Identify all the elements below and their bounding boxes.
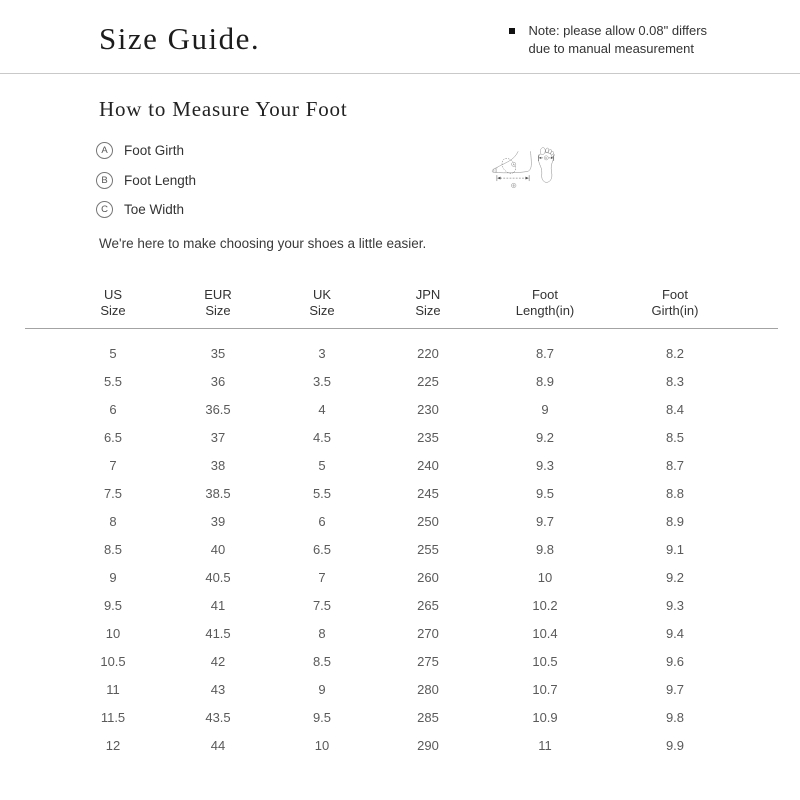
- circled-a-icon: A: [96, 142, 113, 159]
- table-row: [0, 479, 800, 507]
- table-cell: 41.5: [205, 626, 231, 642]
- table-row: [0, 423, 800, 451]
- table-cell: 8: [318, 626, 326, 642]
- square-bullet-icon: [509, 28, 515, 34]
- table-row: [0, 676, 800, 704]
- table-cell: 44: [210, 738, 226, 754]
- table-cell: 9.5: [103, 598, 123, 614]
- table-cell: 10.5: [100, 654, 126, 670]
- table-cell: 285: [417, 710, 439, 726]
- table-cell: 9: [109, 570, 117, 586]
- table-cell: 8.4: [665, 401, 685, 417]
- table-cell: 8: [109, 513, 117, 529]
- table-cell: 42: [210, 654, 226, 670]
- length-measure: [497, 175, 529, 181]
- table-row: [0, 592, 800, 620]
- table-row: [0, 564, 800, 592]
- legend-label: Toe Width: [124, 202, 185, 217]
- header-cell: Foot Length(in): [515, 287, 575, 318]
- table-cell: 265: [417, 598, 439, 614]
- table-cell: 235: [417, 429, 439, 445]
- table-header: [0, 287, 800, 319]
- table-row: [0, 732, 800, 760]
- table-cell: 290: [417, 738, 439, 754]
- top-divider: [0, 73, 800, 74]
- table-cell: 5.5: [312, 485, 332, 501]
- table-cell: 38: [210, 457, 226, 473]
- table-cell: 275: [417, 654, 439, 670]
- page-title: Size Guide.: [99, 21, 261, 56]
- header-cell: UK Size: [309, 287, 335, 318]
- table-cell: 9.8: [535, 541, 555, 557]
- table-cell: 245: [417, 485, 439, 501]
- table-cell: 10: [537, 570, 553, 586]
- table-cell: 12: [105, 738, 121, 754]
- tagline: We're here to make choosing your shoes a little easier.: [99, 236, 427, 251]
- table-cell: 6: [318, 513, 326, 529]
- note-line-1: Note: please allow 0.08" differs: [528, 23, 708, 38]
- table-row: [0, 648, 800, 676]
- legend-label: Foot Girth: [124, 143, 185, 158]
- table-row: [0, 395, 800, 423]
- legend-item-toe-width: [96, 201, 196, 218]
- table-cell: 270: [417, 626, 439, 642]
- diagram-marker-a-label: A: [512, 162, 515, 167]
- table-cell: 220: [417, 345, 439, 361]
- side-foot-outline: [492, 151, 531, 172]
- table-cell: 8.8: [665, 485, 685, 501]
- table-cell: 8.5: [103, 541, 123, 557]
- table-cell: 10: [314, 738, 330, 754]
- legend-label: Foot Length: [124, 172, 197, 188]
- circled-b-icon: B: [96, 172, 113, 189]
- table-cell: 10.4: [532, 626, 558, 642]
- table-cell: 9.4: [665, 626, 685, 642]
- table-cell: 5: [318, 457, 326, 473]
- legend-item-foot-girth: [96, 142, 196, 159]
- table-cell: 9.5: [312, 710, 332, 726]
- table-cell: 8.9: [665, 513, 685, 529]
- note-text: [529, 22, 708, 58]
- table-cell: 260: [417, 570, 439, 586]
- table-cell: 36: [210, 373, 226, 389]
- header-cell: JPN Size: [415, 287, 441, 318]
- table-cell: 37: [210, 429, 226, 445]
- diagram-marker-c-label: C: [545, 155, 548, 160]
- table-cell: 8.2: [665, 345, 685, 361]
- table-cell: 7.5: [103, 485, 123, 501]
- table-cell: 5: [109, 345, 117, 361]
- table-cell: 4: [318, 401, 326, 417]
- table-cell: 40.5: [205, 570, 231, 586]
- header-cell: EUR Size: [204, 287, 232, 318]
- table-cell: 6: [109, 401, 117, 417]
- note: [509, 22, 707, 58]
- table-cell: 9.7: [535, 513, 555, 529]
- table-cell: 11: [106, 682, 120, 698]
- table-row: [0, 507, 800, 535]
- table-cell: 35: [210, 345, 226, 361]
- table-cell: 3.5: [312, 373, 332, 389]
- table-cell: 43.5: [205, 710, 231, 726]
- table-cell: 8.7: [665, 457, 685, 473]
- section-heading: How to Measure Your Foot: [99, 97, 348, 121]
- circled-c-icon: C: [96, 201, 113, 218]
- note-line-2: due to manual measurement: [528, 41, 694, 56]
- table-cell: 39: [210, 513, 226, 529]
- table-row: [0, 620, 800, 648]
- table-cell: 10.7: [532, 682, 558, 698]
- header-cell: Foot Girth(in): [651, 287, 699, 318]
- diagram-marker-b-label: B: [512, 183, 515, 188]
- table-cell: 7: [109, 457, 117, 473]
- table-cell: 8.5: [665, 429, 685, 445]
- table-cell: 5.5: [103, 373, 123, 389]
- measure-legend: [96, 142, 196, 218]
- table-cell: 230: [417, 401, 439, 417]
- table-cell: 7: [318, 570, 326, 586]
- table-cell: 6.5: [103, 429, 123, 445]
- table-cell: 280: [417, 682, 439, 698]
- table-cell: 8.9: [535, 373, 555, 389]
- table-cell: 9.1: [665, 541, 685, 557]
- table-cell: 6.5: [312, 541, 332, 557]
- table-cell: 9.9: [665, 738, 685, 754]
- table-row: [0, 339, 800, 367]
- table-cell: 36.5: [205, 401, 231, 417]
- table-cell: 40: [210, 541, 226, 557]
- table-cell: 10: [105, 626, 121, 642]
- table-cell: 9.5: [535, 485, 555, 501]
- table-cell: 9: [318, 682, 326, 698]
- table-header-divider: [25, 328, 778, 329]
- table-cell: 8.3: [665, 373, 685, 389]
- table-cell: 9: [541, 401, 549, 417]
- table-cell: 9.7: [665, 682, 685, 698]
- table-cell: 9.2: [535, 429, 555, 445]
- foot-measure-diagram: [490, 110, 730, 260]
- table-cell: 9.8: [665, 710, 685, 726]
- table-cell: 10.2: [532, 598, 558, 614]
- table-cell: 9.6: [665, 654, 685, 670]
- table-cell: 11: [538, 738, 552, 754]
- table-row: [0, 451, 800, 479]
- table-row: [0, 704, 800, 732]
- table-cell: 10.5: [532, 654, 558, 670]
- table-cell: 9.3: [535, 457, 555, 473]
- table-cell: 250: [417, 513, 439, 529]
- legend-item-foot-length: [96, 172, 196, 189]
- table-cell: 3: [318, 345, 326, 361]
- table-row: [0, 535, 800, 563]
- table-cell: 11.5: [100, 710, 126, 726]
- table-cell: 9.2: [665, 570, 685, 586]
- table-cell: 43: [210, 682, 226, 698]
- table-row: [0, 367, 800, 395]
- table-cell: 9.3: [665, 598, 685, 614]
- table-cell: 10.9: [532, 710, 558, 726]
- table-cell: 8.7: [535, 345, 555, 361]
- size-table-body: [0, 339, 800, 760]
- table-cell: 38.5: [205, 485, 231, 501]
- table-cell: 41: [210, 598, 226, 614]
- header-cell: US Size: [100, 287, 126, 318]
- table-cell: 255: [417, 541, 439, 557]
- table-cell: 225: [417, 373, 439, 389]
- table-cell: 8.5: [312, 654, 332, 670]
- table-cell: 240: [417, 457, 439, 473]
- table-cell: 7.5: [312, 598, 332, 614]
- table-cell: 4.5: [312, 429, 332, 445]
